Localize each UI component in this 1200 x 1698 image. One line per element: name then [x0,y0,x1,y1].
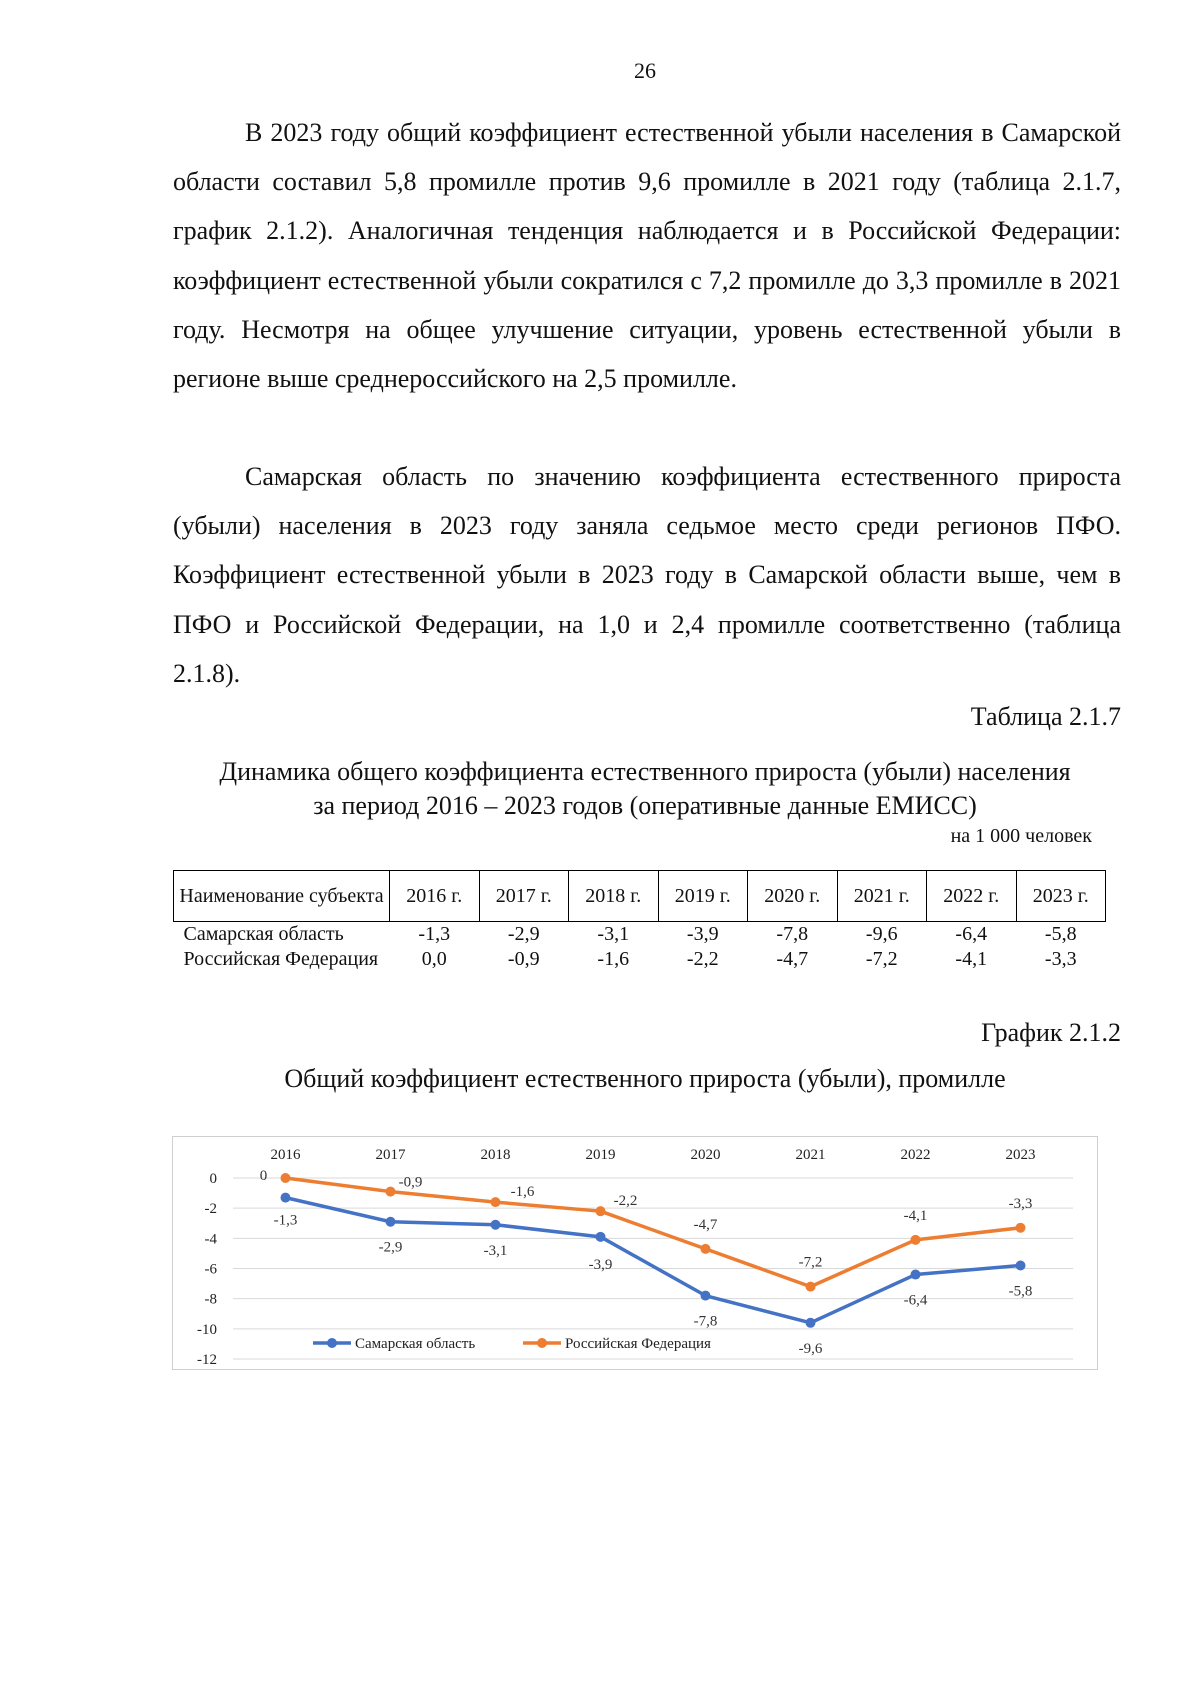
value-cell: -4,1 [955,948,988,970]
data-label: -6,4 [903,1292,928,1309]
data-label: -7,8 [693,1313,718,1330]
chart-title: Общий коэффициент естественного прироста (убыли), промилле [284,1064,1006,1093]
y-tick-label: -4 [204,1231,217,1248]
data-point [1016,1223,1026,1233]
y-tick-label: -6 [204,1261,217,1278]
table-title [150,755,1140,823]
x-tick-label: 2016 [270,1147,301,1163]
value-cell: -7,2 [865,948,898,970]
value-cell: -1,3 [418,923,451,945]
header-year-cell: 2018 г. [569,871,659,922]
value-cell: -0,9 [507,948,540,970]
table-row [174,922,1106,948]
x-tick-label: 2018 [480,1147,511,1163]
table-header-row [174,871,1106,922]
data-point [596,1206,606,1216]
table-title-line-1: Динамика общего коэффициента естественного прироста (убыли) населения [219,757,1071,786]
x-tick-label: 2017 [375,1147,406,1163]
chart-svg [173,1137,1097,1369]
data-label: -1,3 [273,1212,298,1229]
header-year-cell: 2023 г. [1016,871,1106,922]
row-name-cell: Самарская область [183,923,344,945]
data-label: -3,9 [588,1256,613,1273]
x-tick-label: 2021 [795,1147,826,1163]
data-label: -3,1 [483,1242,508,1259]
legend-label: Самарская область [355,1336,476,1352]
header-year-cell: 2016 г. [390,871,480,922]
header-year-cell: 2020 г. [748,871,838,922]
x-tick-label: 2022 [900,1147,931,1163]
x-tick-label: 2020 [690,1147,721,1163]
header-year-cell: 2019 г. [658,871,748,922]
line-chart [172,1136,1098,1370]
data-point [701,1291,711,1301]
data-point [806,1318,816,1328]
data-point [911,1235,921,1245]
value-cell: -2,2 [686,948,719,970]
data-label: 0 [259,1168,268,1184]
value-cell: -5,8 [1044,923,1077,945]
page-number: 26 [634,58,656,83]
y-tick-label: -10 [197,1321,217,1338]
data-label: -4,7 [693,1216,718,1233]
data-label: -5,8 [1008,1283,1033,1300]
chart-caption: График 2.1.2 [981,1018,1121,1047]
y-tick-label: -12 [197,1352,217,1368]
data-point [386,1187,396,1197]
value-cell: -3,9 [686,923,719,945]
data-point [701,1244,711,1254]
data-point [491,1197,501,1207]
header-year-cell: 2021 г. [837,871,927,922]
paragraph-2: Самарская область по значению коэффициента естественного прироста (убыли) населения в 2023 году заняла седьмое место среди регионов ПФО. Коэффициент естественной убыли в 2023 году в Самарской области выше, чем в ПФО и Российской Федерации, на 1,0 и 2,4 промилле соответственно (таблица 2.1.8). [173,462,1121,688]
y-tick-label: -2 [204,1201,217,1218]
value-cell: -2,9 [507,923,540,945]
header-year-cell: 2017 г. [479,871,569,922]
data-point [281,1173,291,1183]
table-caption: Таблица 2.1.7 [970,702,1121,731]
legend-marker [327,1338,337,1348]
data-label: -1,6 [510,1184,535,1201]
data-point [281,1193,291,1203]
data-table [173,870,1106,972]
data-point [1016,1260,1026,1270]
y-tick-label: 0 [209,1171,217,1187]
data-label: -0,9 [398,1174,423,1191]
data-label: -2,9 [378,1239,403,1256]
series-line [286,1178,1021,1287]
header-year-cell: 2022 г. [927,871,1017,922]
x-tick-label: 2019 [585,1147,616,1163]
table-title-line-2: за период 2016 – 2023 годов (оперативные данные ЕМИСС) [313,791,977,820]
legend-marker [537,1338,547,1348]
value-cell: -4,7 [776,948,809,970]
header-name-cell: Наименование субъекта [174,871,390,922]
paragraph-1: В 2023 году общий коэффициент естественной убыли населения в Самарской области составил 5,8 промилле против 9,6 промилле в 2021 году (таблица 2.1.7, график 2.1.2). Аналогичная тенденция наблюдается и в Российской Федерации: коэффициент естественной убыли сократился с 7,2 промилле до 3,3 промилле в 2021 году. Несмотря на общее улучшение ситуации, уровень естественной убыли в регионе выше среднероссийского на 2,5 промилле. [173,118,1121,394]
table-row [174,947,1106,972]
table-unit: на 1 000 человек [950,825,1092,847]
data-point [911,1270,921,1280]
data-label: -7,2 [798,1254,823,1271]
value-cell: -1,6 [597,948,630,970]
value-cell: -3,1 [597,923,630,945]
x-tick-label: 2023 [1005,1147,1036,1163]
y-tick-label: -8 [204,1291,217,1308]
data-label: -9,6 [798,1340,823,1357]
data-point [491,1220,501,1230]
data-point [596,1232,606,1242]
value-cell: -6,4 [955,923,988,945]
data-label: -3,3 [1008,1195,1033,1212]
data-point [386,1217,396,1227]
value-cell: -7,8 [776,923,809,945]
data-label: -4,1 [903,1207,928,1224]
row-name-cell: Российская Федерация [183,948,379,970]
value-cell: -3,3 [1044,948,1077,970]
value-cell: 0,0 [421,948,447,970]
value-cell: -9,6 [865,923,898,945]
data-label: -2,2 [613,1193,638,1210]
data-point [806,1282,816,1292]
legend-label: Российская Федерация [565,1336,711,1352]
